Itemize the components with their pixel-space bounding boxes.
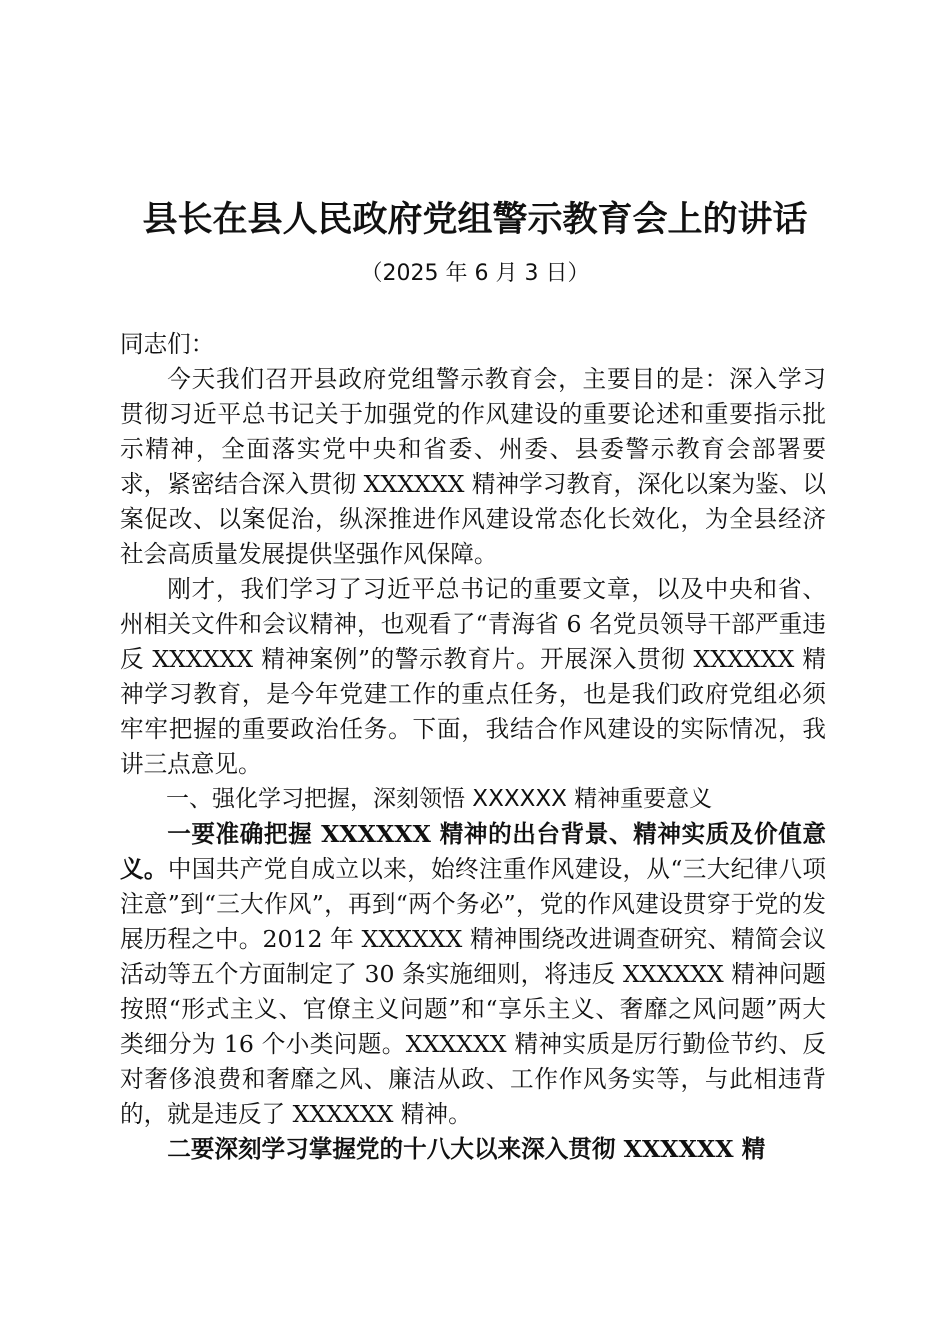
paragraph-point-1 — [120, 817, 826, 1132]
paragraph-intro: 今天我们召开县政府党组警示教育会，主要目的是：深入学习贯彻习近平总书记关于加强党的作风建设的重要论述和重要指示批示精神，全面落实党中央和省委、州委、县委警示教育会部署要求，紧密结合深入贯彻 XXXXXX 精神学习教育，深化以案为鉴、以案促改、以案促治，纵深推进作风建设常态化长效化，为全县经济社会高质量发展提供坚强作风保障。 — [120, 365, 826, 568]
document-title: 县长在县人民政府党组警示教育会上的讲话 — [142, 199, 808, 240]
point-1-lead: 一要准确把握 XXXXXX 精神的出台背景、精神实质及价值意义。 — [120, 820, 826, 883]
document-date: （2025 年 6 月 3 日） — [360, 261, 590, 286]
paragraph-point-2 — [120, 1132, 826, 1167]
salutation: 同志们： — [120, 330, 215, 358]
point-1-body: 中国共产党自成立以来，始终注重作风建设，从“三大纪律八项注意”到“三大作风”，再到“两个务必”，党的作风建设贯穿于党的发展历程之中。2012 年 XXXXXX 精神围绕改进调查研究、精简会议活动等五个方面制定了 30 条实施细则，将违反 XXXXXX 精神问题按照“形式主义、官僚主义问题”和“享乐主义、奢靡之风问题”两大类细分为 16 个小类问题。XXXXXX 精神实质是厉行勤俭节约、反对奢侈浪费和奢靡之风、廉洁从政、工作作风务实等，与此相违背的，就是违反了 XXXXXX 精神。 — [120, 855, 826, 1128]
paragraph-context: 刚才，我们学习了习近平总书记的重要文章，以及中央和省、州相关文件和会议精神，也观看了“青海省 6 名党员领导干部严重违反 XXXXXX 精神案例”的警示教育片。开展深入贯彻 XXXXXX 精神学习教育，是今年党建工作的重点任务，也是我们政府党组必须牢牢把握的重要政治任务。下面，我结合作风建设的实际情况，我讲三点意见。 — [120, 575, 826, 778]
section-heading-1: 一、强化学习把握，深刻领悟 XXXXXX 精神重要意义 — [166, 786, 713, 812]
document-body — [120, 327, 826, 1167]
point-2-lead: 二要深刻学习掌握党的十八大以来深入贯彻 XXXXXX 精 — [167, 1135, 766, 1163]
